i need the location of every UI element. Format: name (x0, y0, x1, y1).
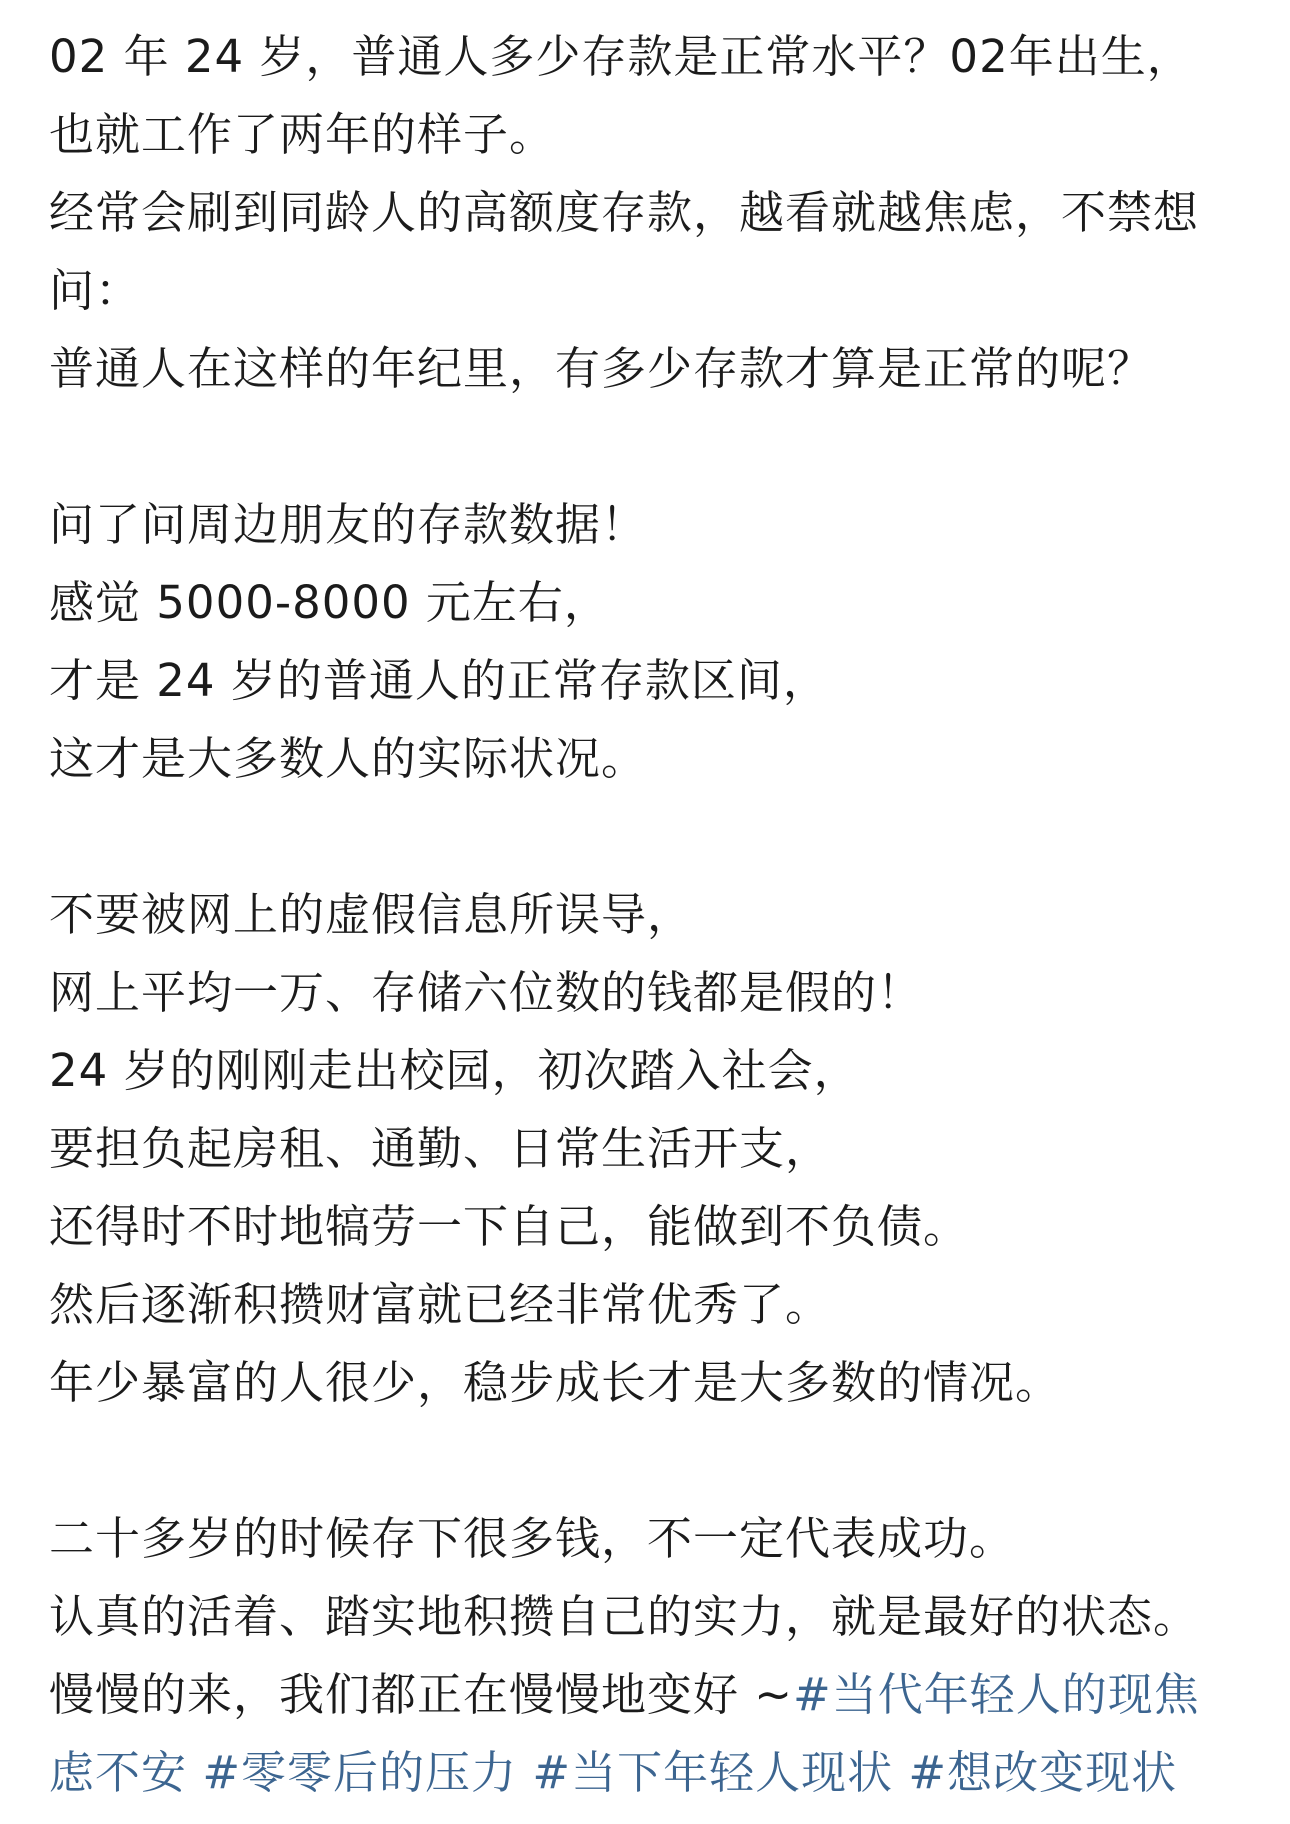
text-line: 不要被网上的虚假信息所误导， (49, 888, 694, 941)
paragraph-intro (49, 18, 1260, 408)
closing-line (49, 1656, 1260, 1734)
text-line: 24 岁的刚刚走出校园，初次踏入社会， (49, 1044, 860, 1097)
hashtag-link-contemporary-youth-part1[interactable]: #当代年轻人的现焦 (793, 1668, 1200, 1721)
hashtag-link-post00s-pressure[interactable]: #零零后的压力 (202, 1746, 518, 1799)
text-line: 这才是大多数人的实际状况。 (49, 732, 648, 785)
text-line: 还得时不时地犒劳一下自己，能做到不负债。 (49, 1200, 970, 1253)
text-line: 网上平均一万、存储六位数的钱都是假的！ (49, 966, 924, 1019)
paragraph-gap (49, 408, 1260, 486)
hashtag-line (49, 1734, 1260, 1812)
text-line: 要担负起房租、通勤、日常生活开支， (49, 1122, 832, 1175)
paragraph-advice (49, 876, 1260, 1422)
text-line: 年少暴富的人很少，稳步成长才是大多数的情况。 (49, 1356, 1062, 1409)
text-line: 然后逐渐积攒财富就已经非常优秀了。 (49, 1278, 832, 1331)
closing-text: 慢慢的来，我们都正在慢慢地变好 ~ (49, 1668, 794, 1721)
text-line: 也就工作了两年的样子。 (49, 108, 556, 161)
hashtag-link-youth-status[interactable]: #当下年轻人现状 (532, 1746, 894, 1799)
text-line: 经常会刷到同龄人的高额度存款，越看就越焦虑，不禁想 (49, 186, 1200, 239)
paragraph-friends-data (49, 486, 1260, 798)
hashtag-link-contemporary-youth-part2[interactable]: 虑不安 (49, 1746, 188, 1799)
paragraph-gap (49, 798, 1260, 876)
text-line: 认真的活着、踏实地积攒自己的实力，就是最好的状态。 (49, 1590, 1200, 1643)
text-line: 感觉 5000-8000 元左右， (49, 576, 610, 629)
text-line: 普通人在这样的年纪里，有多少存款才算是正常的呢？ (49, 342, 1154, 395)
paragraph-conclusion (49, 1500, 1260, 1812)
text-line: 才是 24 岁的普通人的正常存款区间， (49, 654, 829, 707)
text-line: 02 年 24 岁，普通人多少存款是正常水平？02年出生， (49, 30, 1193, 83)
text-line: 问： (49, 264, 142, 317)
paragraph-gap (49, 1422, 1260, 1500)
text-line: 问了问周边朋友的存款数据！ (49, 498, 648, 551)
hashtag-link-want-change[interactable]: #想改变现状 (908, 1746, 1178, 1799)
text-line: 二十多岁的时候存下很多钱，不一定代表成功。 (49, 1512, 1016, 1565)
